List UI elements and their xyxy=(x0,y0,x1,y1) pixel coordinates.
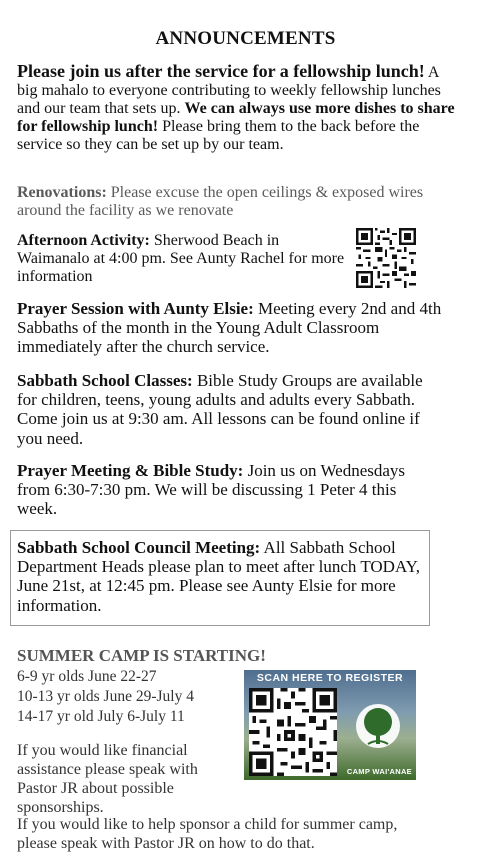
page-title: ANNOUNCEMENTS xyxy=(155,28,336,49)
prayer-meeting-text: Join us on Wednesdays from 6:30-7:30 pm. We will be discussing 1 Peter 4 this week. xyxy=(17,461,406,519)
prayer-session-text: Meeting every 2nd and 4th Sabbaths of the month in the Young Adult Classroom immediately after the church service. xyxy=(17,299,442,357)
afternoon-activity xyxy=(17,232,347,286)
sabbath-school-label: Sabbath School Classes: xyxy=(17,371,193,390)
afternoon-text: Sherwood Beach in Waimanalo at 4:00 pm. See Aunty Rachel for more information xyxy=(17,232,345,285)
dishes-text: Please bring them to the back before the service so they can be set up by our team. xyxy=(17,118,420,153)
afternoon-qr-code[interactable] xyxy=(356,228,416,288)
renovations-announcement xyxy=(17,184,437,220)
sabbath-school-announcement xyxy=(17,371,437,448)
camp-session: 14-17 yr old July 6-July 11 xyxy=(17,708,185,725)
camp-registration-poster[interactable] xyxy=(244,670,416,780)
poster-banner: SCAN HERE TO REGISTER xyxy=(256,672,404,684)
council-text: All Sabbath School Department Heads please plan to meet after lunch TODAY, June 21st, at 12:45 pm. Please see Aunty Elsie for more information. xyxy=(17,538,421,615)
prayer-meeting-announcement xyxy=(17,461,417,519)
tree-logo-icon xyxy=(344,698,412,760)
fellowship-lead: Please join us after the service for a fellowship lunch! xyxy=(17,61,425,81)
fellowship-text: A big mahalo to everyone contributing to weekly fellowship lunches and our team that sets up. xyxy=(17,64,441,117)
sponsor-text: If you would like to help sponsor a child for summer camp, please speak with Pastor JR on how to do that. xyxy=(17,816,398,852)
prayer-session-announcement xyxy=(17,299,447,357)
afternoon-label: Afternoon Activity: xyxy=(17,232,150,249)
camp-qr-code[interactable] xyxy=(249,688,337,776)
poster-brand: CAMP WAI'ANAE xyxy=(346,767,412,776)
council-label: Sabbath School Council Meeting: xyxy=(17,538,261,557)
camp-session: 6-9 yr olds June 22-27 xyxy=(17,668,157,685)
summer-camp-heading: SUMMER CAMP IS STARTING! xyxy=(17,646,266,665)
dishes-callout: We can always use more dishes to share for fellowship lunch! xyxy=(17,100,455,135)
council-meeting-announcement xyxy=(17,538,422,615)
prayer-session-label: Prayer Session with Aunty Elsie: xyxy=(17,299,254,318)
renovations-label: Renovations: xyxy=(17,184,107,201)
sabbath-school-text: Bible Study Groups are available for children, teens, young adults and adults every Sabbath. Come join us at 9:30 am. All lessons can be found online if you need. xyxy=(17,371,423,448)
renovations-text: Please excuse the open ceilings & exposed wires around the facility as we renovate xyxy=(17,184,424,219)
camp-session: 10-13 yr olds June 29-July 4 xyxy=(17,688,194,705)
prayer-meeting-label: Prayer Meeting & Bible Study: xyxy=(17,461,244,480)
fellowship-announcement xyxy=(17,62,457,154)
financial-assistance-text: If you would like financial assistance please speak with Pastor JR about possible sponsorships. xyxy=(17,742,198,816)
